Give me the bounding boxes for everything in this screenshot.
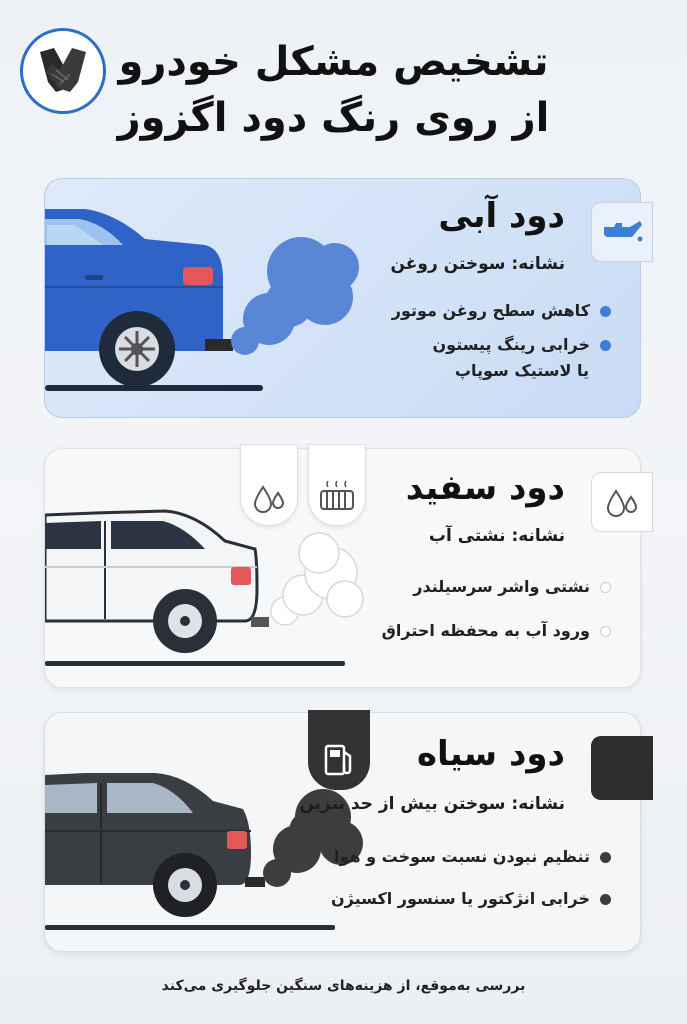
bullet-dot xyxy=(600,852,611,863)
list-item: خرابی انژکتور یا سنسور اکسیژن xyxy=(331,886,611,912)
bullet-dot xyxy=(600,306,611,317)
card-blue-smoke xyxy=(44,178,641,418)
oil-icon-tab xyxy=(591,202,653,262)
white-smoke-title: دود سفید xyxy=(405,468,565,508)
page-title-line2: از روی رنگ دود اگزوز xyxy=(117,95,550,141)
bullet-dot xyxy=(600,894,611,905)
oil-can-icon xyxy=(600,217,644,247)
water-drops-icon xyxy=(251,483,287,513)
list-item: خرابی رینگ پیستون xyxy=(433,332,611,358)
list-item-continued: یا لاستیک سوپاپ xyxy=(454,361,589,380)
card-black-smoke xyxy=(44,712,641,952)
list-item: کاهش سطح روغن موتور xyxy=(392,298,611,324)
radiator-icon xyxy=(318,479,356,513)
blue-smoke-symptom: نشانه: سوختن روغن xyxy=(390,254,565,274)
blue-smoke-title: دود آبی xyxy=(438,196,565,236)
gloved-hands-icon xyxy=(34,42,92,100)
bullet-dot xyxy=(600,626,611,637)
fuel-pump-icon xyxy=(322,742,356,778)
list-item: تنظیم نبودن نسبت سوخت و هوا xyxy=(334,844,611,870)
black-smoke-title: دود سیاه xyxy=(416,734,565,774)
footer-note: بررسی به‌موقع، از هزینه‌های سنگین جلوگیری می‌کند xyxy=(161,978,526,994)
badge xyxy=(20,28,106,114)
fuel-icon-tab xyxy=(591,736,653,800)
water-drops-icon xyxy=(604,487,640,517)
page-title-line1: تشخیص مشکل خودرو xyxy=(118,39,549,85)
bullet-dot xyxy=(600,582,611,593)
list-item: ورود آب به محفظه احتراق xyxy=(382,618,611,644)
white-smoke-symptom: نشانه: نشتی آب xyxy=(428,526,565,546)
bullet-dot xyxy=(600,340,611,351)
card-white-smoke xyxy=(44,448,641,688)
list-item: نشتی واشر سرسیلندر xyxy=(413,574,611,600)
water-drops-box xyxy=(240,444,298,526)
radiator-box xyxy=(308,444,366,526)
black-smoke-symptom: نشانه: سوختن بیش از حد بنزین xyxy=(299,794,565,814)
header xyxy=(0,0,687,170)
blue-car-illustration xyxy=(45,179,375,418)
fuel-pump-box xyxy=(308,710,370,790)
water-icon-tab xyxy=(591,472,653,532)
